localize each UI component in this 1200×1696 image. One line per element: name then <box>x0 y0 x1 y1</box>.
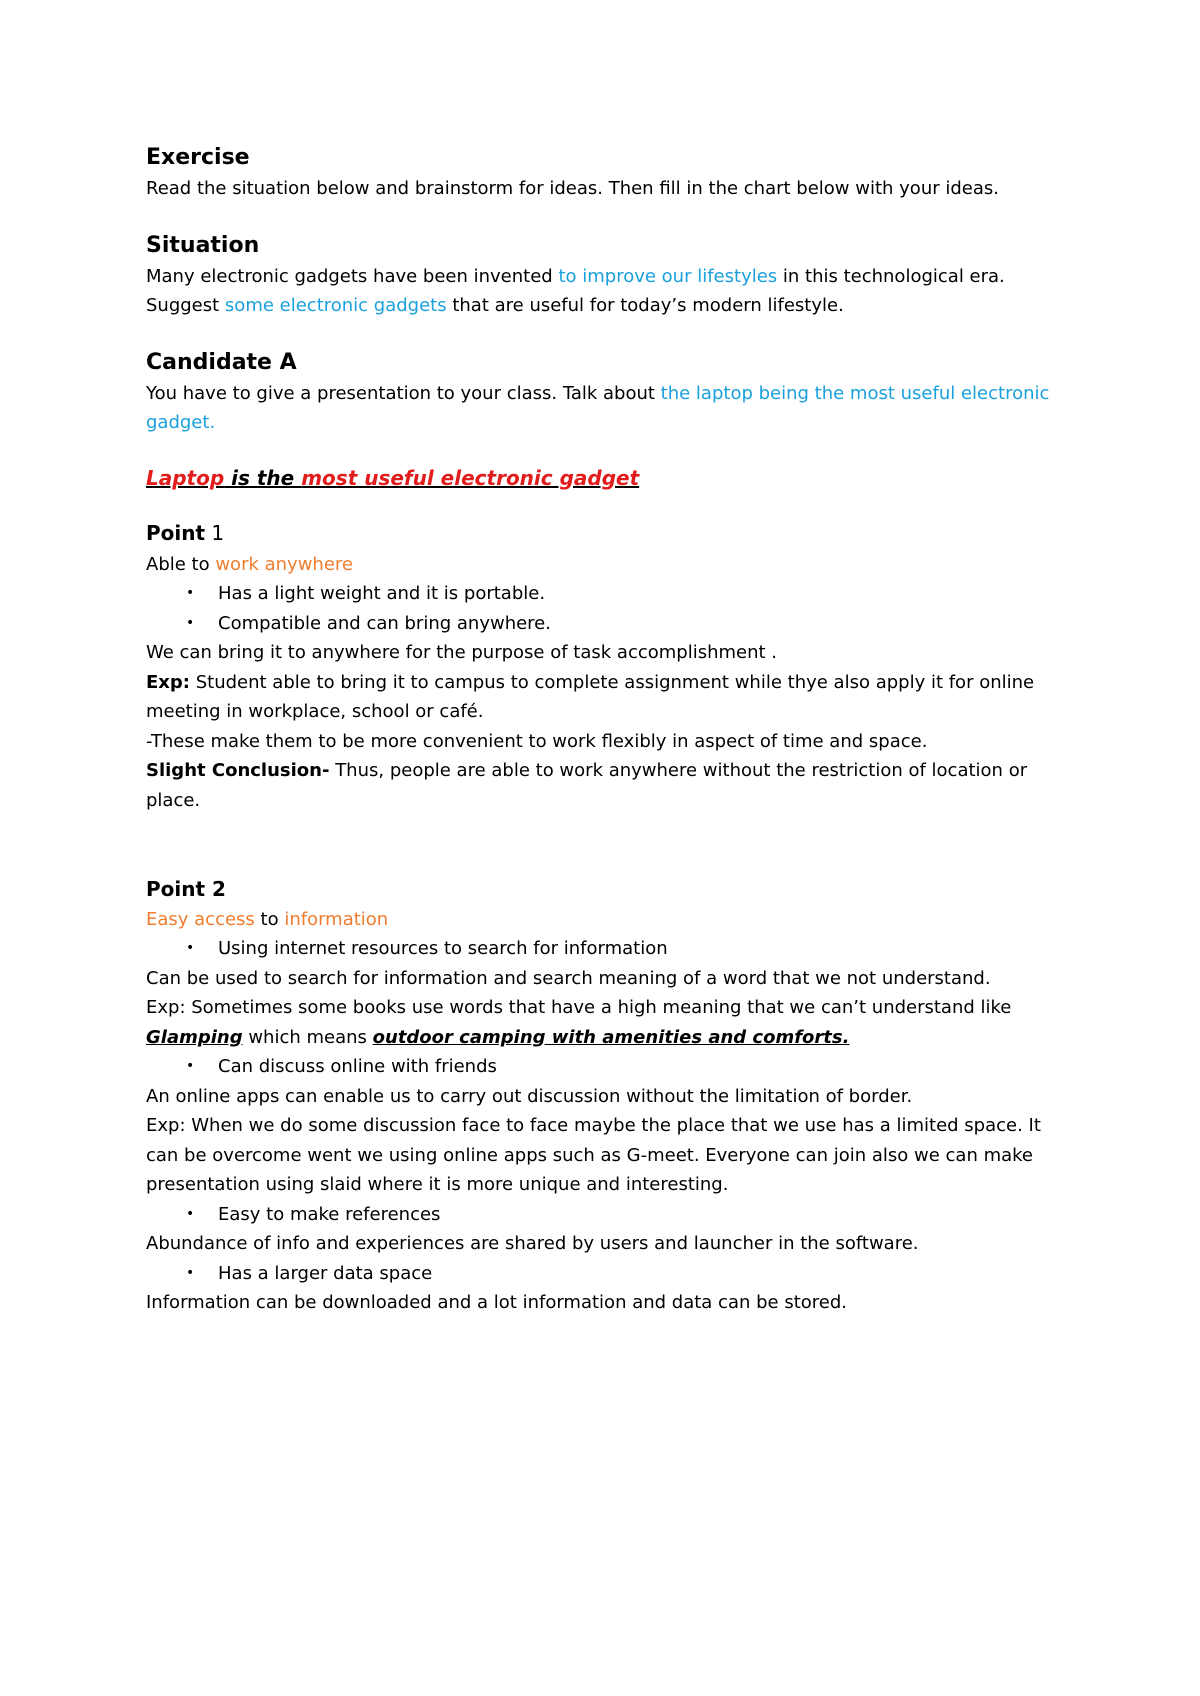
point-2-heading: Point 2 <box>146 877 226 901</box>
point-2-line-2: An online apps can enable us to carry out discussion without the limitation of border. <box>146 1085 913 1107</box>
point-2-example-1: Exp: Sometimes some books use words that have a high meaning that we can’t understand like <box>146 997 1012 1018</box>
point-2-line-3: Abundance of info and experiences are shared by users and launcher in the software. <box>146 1233 919 1254</box>
list-item: • Using internet resources to search for information <box>146 934 1066 964</box>
point-1-subheading: Able to work anywhere <box>146 553 353 575</box>
bullet-icon: • <box>186 1205 195 1222</box>
point-2-example-2: Exp: When we do some discussion face to face maybe the place that we use has a limited space. It can be overcome went we using online apps such as G-meet. Everyone can join also we can make presentation using slaid where it is more unique and interesting. <box>146 1115 1041 1195</box>
list-item: • Compatible and can bring anywhere. <box>146 609 1066 639</box>
point-1-conclusion: Slight Conclusion- Thus, people are able to work anywhere without the restriction of location or place. <box>146 760 1028 811</box>
point-2-line-4: Information can be downloaded and a lot information and data can be stored. <box>146 1292 847 1313</box>
bullet-icon: • <box>186 1264 195 1281</box>
list-item: • Has a larger data space <box>146 1259 1066 1289</box>
situation-heading: Situation <box>146 232 260 258</box>
point-2-glamping-line: Glamping which means outdoor camping with amenities and comforts. <box>146 1026 850 1048</box>
point-2-subheading: Easy access to information <box>146 908 389 930</box>
exercise-text: Read the situation below and brainstorm for ideas. Then fill in the chart below with your ideas. <box>146 178 999 199</box>
list-item: • Easy to make references <box>146 1200 1066 1230</box>
point-1-line-2: -These make them to be more convenient to work flexibly in aspect of time and space. <box>146 730 928 752</box>
point-2-line-1: Can be used to search for information and search meaning of a word that we not understand. <box>146 967 991 989</box>
bullet-icon: • <box>186 940 195 956</box>
bullet-icon: • <box>186 585 195 601</box>
document-content <box>146 142 1066 1318</box>
point-1-example: Exp: Student able to bring it to campus to complete assignment while thye also apply it for online meeting in workplace, school or café. <box>146 671 1035 722</box>
situation-line-2: Suggest some electronic gadgets that are useful for today’s modern lifestyle. <box>146 295 844 316</box>
candidate-heading: Candidate A <box>146 349 297 375</box>
topic-title: Laptop is the most useful electronic gadget <box>146 465 640 490</box>
point-1-line-1: We can bring it to anywhere for the purpose of task accomplishment . <box>146 642 778 663</box>
situation-line-1: Many electronic gadgets have been invented to improve our lifestyles in this technological era. <box>146 265 1005 287</box>
list-item: • Can discuss online with friends <box>146 1052 1066 1082</box>
exercise-heading: Exercise <box>146 145 250 170</box>
bullet-icon: • <box>186 614 195 631</box>
point-1-heading: Point 1 <box>146 521 225 545</box>
candidate-text: You have to give a presentation to your class. Talk about the laptop being the most useful electronic gadget. <box>146 382 1050 433</box>
bullet-icon: • <box>186 1058 195 1074</box>
list-item: • Has a light weight and it is portable. <box>146 579 1066 609</box>
